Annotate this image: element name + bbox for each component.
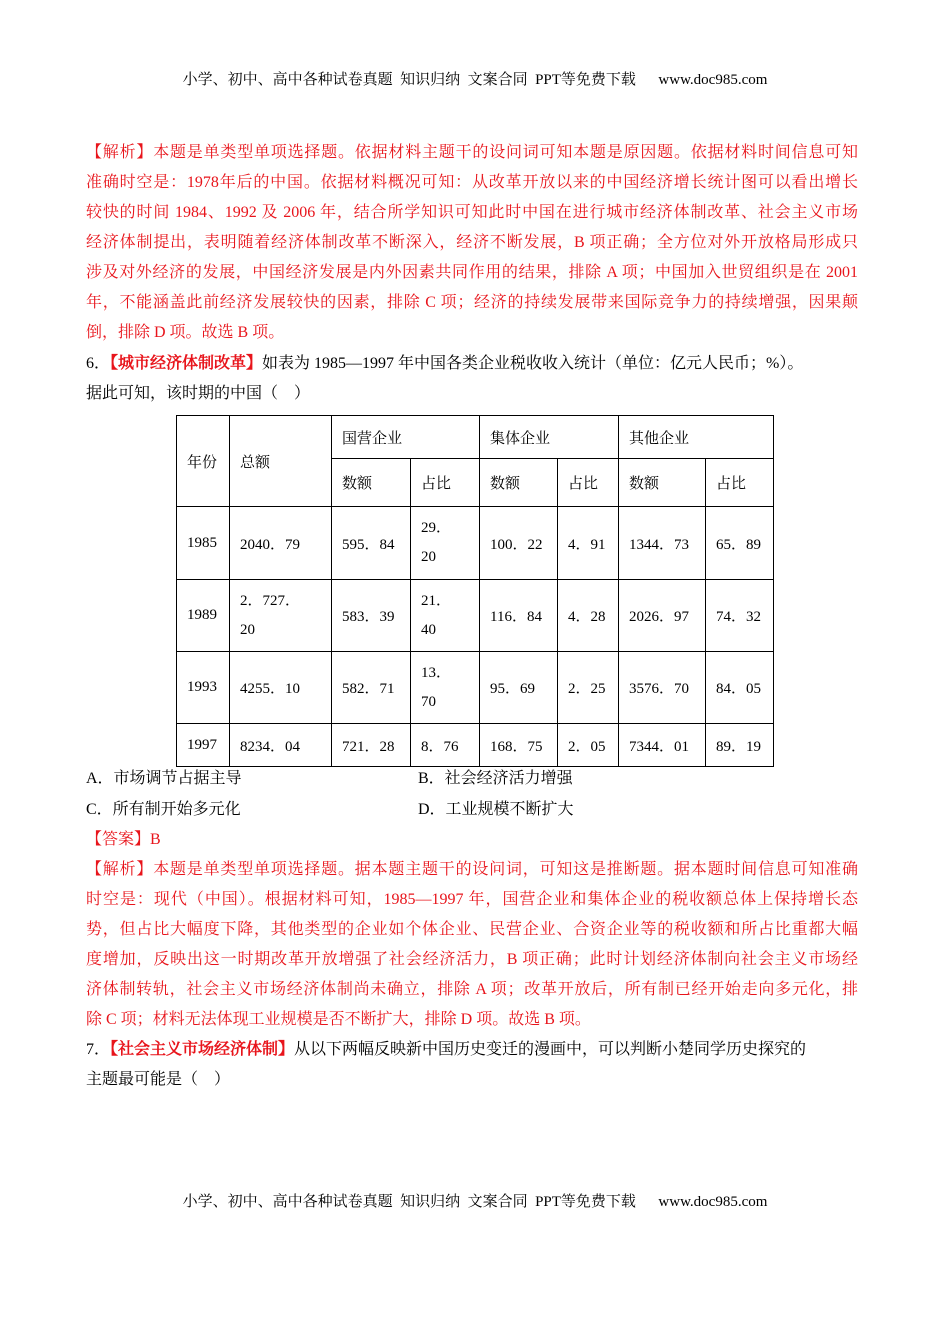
question6-stem: 据此可知，该时期的中国（ ） [86,385,311,402]
table-row: 1993 4255．10 582．71 13．70 95．69 2．25 3576．70 84．05 [177,652,774,724]
tax-table [176,415,774,767]
topic-tag: 【城市经济体制改革】 [110,355,263,372]
sub-header: 占比 [706,459,774,507]
option-c[interactable]: C．所有制开始多元化 [86,801,241,818]
table-row: 1997 8234．04 721．28 8．76 168．75 2．05 7344．01 89．19 [177,724,774,767]
analysis6-line: 度增加，反映出这一时期改革开放增强了社会经济活力，B 项正确；此时计划经济体制向社会主义市场经 [86,951,858,968]
sub-header: 数额 [332,459,411,507]
option-b[interactable]: B．社会经济活力增强 [418,770,573,787]
analysis-label: 【解析】 [86,144,154,161]
analysis-label: 【解析】 [86,861,154,878]
analysis5-line: 经济体制提出，表明随着经济体制改革不断深入，经济不断发展，B 项正确；全方位对外开放格局形成只 [86,234,858,251]
group-header: 其他企业 [619,416,774,459]
question7-stem: 7．【社会主义市场经济体制】从以下两幅反映新中国历史变迁的漫画中，可以判断小楚同学历史探究的 [86,1041,807,1058]
analysis5-line: 年，不能涵盖此前经济发展较快的因素，排除 C 项；经济的持续发展带来国际竞争力的持续增强，因果颠 [86,294,858,311]
analysis5-line: 准确时空是：1978年后的中国。依据材料概况可知：从改革开放以来的中国经济增长统计图可以看出增长 [86,174,858,191]
analysis6-line: 【解析】本题是单类型单项选择题。据本题主题干的设问词，可知这是推断题。据本题时间信息可知准确 [86,861,858,878]
sub-header: 占比 [411,459,480,507]
analysis6-line: 济体制转轨，社会主义市场经济体制尚未确立，排除 A 项；改革开放后，所有制已经开始走向多元化，排 [86,981,858,998]
page-footer: 小学、初中、高中各种试卷真题 知识归纳 文案合同 PPT等免费下载 www.doc985.com [182,1194,768,1210]
answer: 【答案】B [86,831,161,848]
analysis5-line: 涉及对外经济的发展，中国经济发展是内外因素共同作用的结果，排除 A 项；中国加入世贸组织是在 2001 [86,264,858,281]
sub-header: 数额 [619,459,706,507]
analysis5-line: 较快的时间 1984、1992 及 2006 年，结合所学知识可知此时中国在进行城市经济体制改革、社会主义市场 [86,204,858,221]
option-a[interactable]: A．市场调节占据主导 [86,770,242,787]
option-d[interactable]: D．工业规模不断扩大 [418,801,574,818]
col-header-year: 年份 [177,416,230,507]
question7-stem: 主题最可能是（ ） [86,1071,231,1088]
sub-header: 占比 [558,459,619,507]
analysis6-line: 势，但占比大幅度下降，其他类型的企业如个体企业、民营企业、合资企业等的税收额和所占比重都大幅 [86,921,858,938]
group-header: 国营企业 [332,416,480,459]
analysis5-line: 倒，排除 D 项。故选 B 项。 [86,324,285,341]
col-header-total: 总额 [230,416,332,507]
table-row: 1985 2040．79 595．84 29．20 100．22 4．91 1344．73 65．89 [177,507,774,580]
table-row: 1989 2．727．20 583．39 21．40 116．84 4．28 2026．97 74．32 [177,580,774,652]
analysis6-line: 时空是：现代（中国）。根据材料可知，1985—1997 年，国营企业和集体企业的税收额总体上保持增长态 [86,891,858,908]
topic-tag: 【社会主义市场经济体制】 [110,1041,295,1058]
analysis6-line: 除 C 项；材料无法体现工业规模是否不断扩大，排除 D 项。故选 B 项。 [86,1011,591,1028]
group-header: 集体企业 [480,416,619,459]
sub-header: 数额 [480,459,558,507]
question6-stem: 6．【城市经济体制改革】如表为 1985—1997 年中国各类企业税收收入统计（单位：亿元人民币；%）。 [86,355,804,372]
page-header: 小学、初中、高中各种试卷真题 知识归纳 文案合同 PPT等免费下载 www.doc985.com [182,72,768,88]
analysis5-line: 【解析】本题是单类型单项选择题。依据材料主题干的设问词可知本题是原因题。依据材料时间信息可知 [86,144,858,161]
